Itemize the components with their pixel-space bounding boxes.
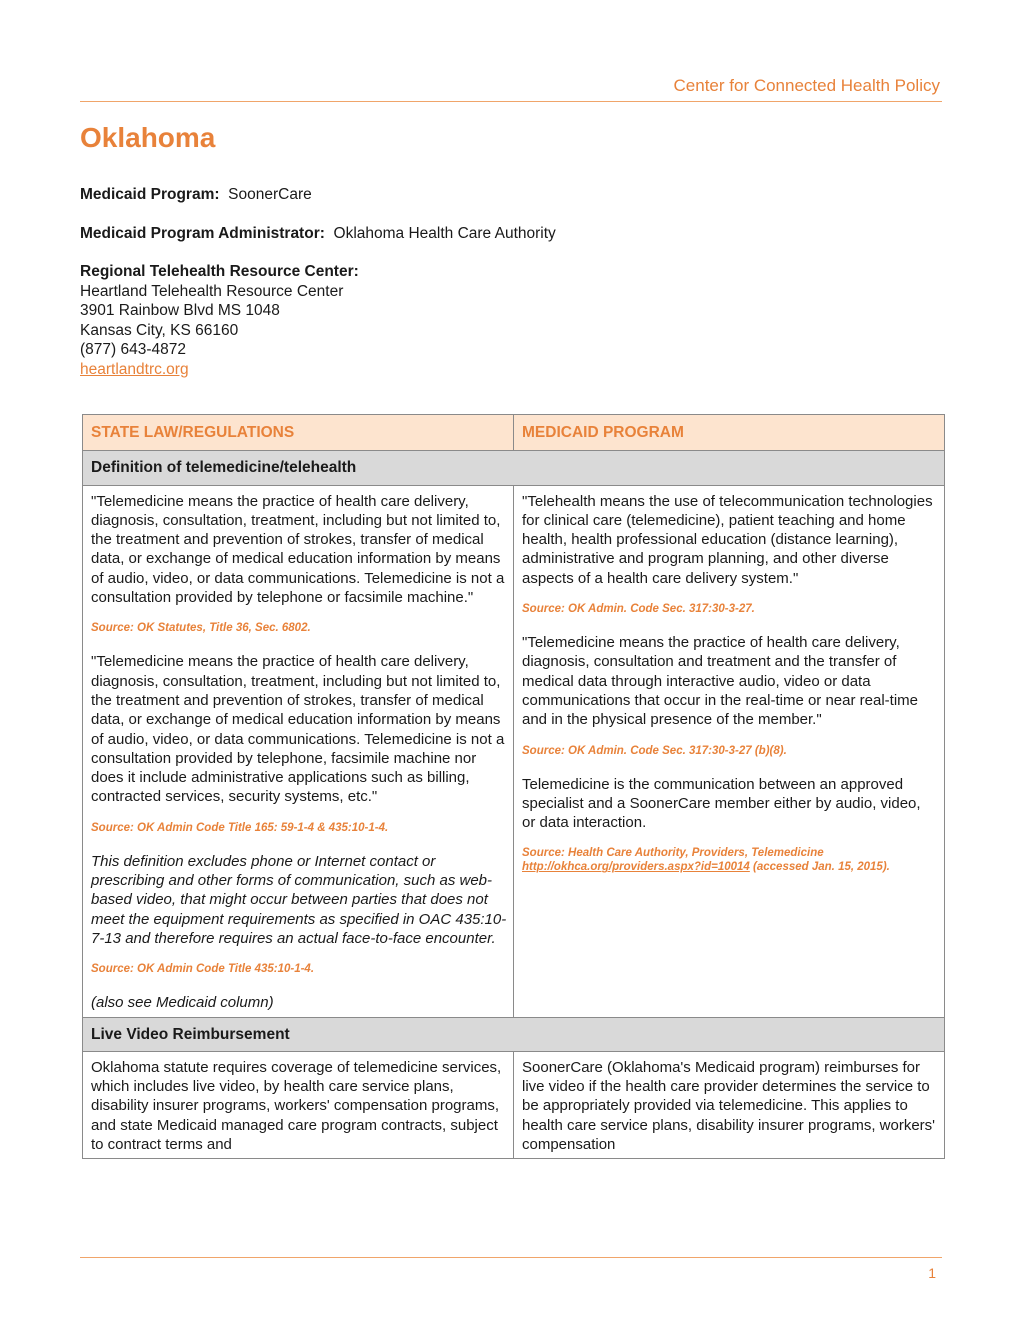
see-also-note: (also see Medicaid column) [91,994,274,1012]
telehealth-definition: "Telehealth means the use of telecommunication technologies for clinical care (telemedicine), patient teaching and home health, health professional education (distance learning), administrative and program planning, and other diverse aspects of a health care delivery system." [522,492,933,587]
live-video-statute-text: Oklahoma statute requires coverage of telemedicine services, which includes live video, by health care service plans, disability insurer programs, workers' compensation programs, and state Medicaid managed care program contracts, subject to contract terms and [91,1058,502,1154]
footer-divider [80,1257,942,1258]
source-prefix: Source: Health Care Authority, Providers, Telemedicine [522,847,824,860]
trc-address-line2: Kansas City, KS 66160 [80,321,239,339]
header-organization: Center for Connected Health Policy [673,76,940,95]
medicaid-admin-value: Oklahoma Health Care Authority [333,225,556,242]
definition-state-law-cell [83,485,514,1017]
source-suffix: (accessed Jan. 15, 2015). [749,861,890,874]
source-citation: Source: OK Admin Code Title 165: 59-1-4 & 435:10-1-4. [91,821,389,834]
table-header-row [83,415,945,451]
live-video-medicaid-text: SoonerCare (Oklahoma's Medicaid program) reimburses for live video if the health care provider determines the service to be appropriately provided via telemedicine. This applies to health care service plans, disability insurer programs, workers' compensation [522,1058,936,1154]
telemedicine-definition: "Telemedicine means the practice of health care delivery, diagnosis, consultation and treatment and the transfer of medical data through interactive audio, video or data communications that occur in the real-time or near real-time and in the physical presence of the member." [522,634,918,729]
section-title-live-video: Live Video Reimbursement [83,1017,945,1051]
live-video-state-law-cell [83,1051,514,1158]
medicaid-admin-label: Medicaid Program Administrator: [80,225,325,242]
source-citation: Source: OK Admin Code Title 435:10-1-4. [91,963,315,976]
column-header-state-law: STATE LAW/REGULATIONS [83,415,514,451]
section-title-definition: Definition of telemedicine/telehealth [83,451,945,485]
column-header-medicaid: MEDICAID PROGRAM [514,415,945,451]
source-citation: Source: OK Statutes, Title 36, Sec. 6802. [91,622,311,635]
source-citation: Source: OK Admin. Code Sec. 317:30-3-27 (b)(8). [522,744,787,757]
trc-block [80,262,359,379]
trc-label: Regional Telehealth Resource Center: [80,263,359,280]
table-row [83,1051,945,1158]
table-row [83,485,945,1017]
page-title: Oklahoma [80,122,216,153]
medicaid-program-value: SoonerCare [228,186,312,203]
admin-code-quote: "Telemedicine means the practice of health care delivery, diagnosis, consultation, treatment, including but not limited to, the treatment and prevention of strokes, transfer of medical data, or exchange of medical education information by means of audio, video, or data communications. Telemedicine is not a consultation provided by telephone, facsimile machine nor does it include administrative applications such as billing, contracted services, security systems, etc." [91,653,505,806]
trc-phone: (877) 643-4872 [80,341,186,358]
page-number: 1 [928,1265,936,1281]
trc-address-line1: 3901 Rainbow Blvd MS 1048 [80,302,280,319]
section-header-row [83,451,945,485]
policy-table [82,414,945,1159]
medicaid-admin-line [80,224,556,244]
source-citation: Source: OK Admin. Code Sec. 317:30-3-27. [522,603,755,616]
medicaid-program-label: Medicaid Program: [80,186,220,203]
telemedicine-communication-text: Telemedicine is the communication between an approved specialist and a SoonerCare member either by audio, video, or data interaction. [522,775,921,832]
exclusion-note: This definition excludes phone or Internet contact or prescribing and other forms of communication, such as web-based video, that might occur between parties that does not meet the equipment requirements as specified in OAC 435:10-7-13 and therefore requires an actual face-to-face encounter. [91,852,507,947]
live-video-medicaid-cell [514,1051,945,1158]
definition-medicaid-cell [514,485,945,1017]
header-divider [80,101,942,102]
trc-website-link[interactable]: heartlandtrc.org [80,360,189,378]
okhca-providers-link[interactable]: http://okhca.org/providers.aspx?id=10014 [522,861,750,874]
medicaid-program-line [80,185,312,205]
trc-name: Heartland Telehealth Resource Center [80,282,344,300]
source-citation [522,846,938,874]
section-header-row [83,1017,945,1051]
statute-quote: "Telemedicine means the practice of health care delivery, diagnosis, consultation, treatment, including but not limited to, the treatment and prevention of strokes, transfer of medical data, or exchange of medical education information by means of audio, video, or data communications. Telemedicine is not a consultation provided by telephone or facsimile machine." [91,492,505,607]
